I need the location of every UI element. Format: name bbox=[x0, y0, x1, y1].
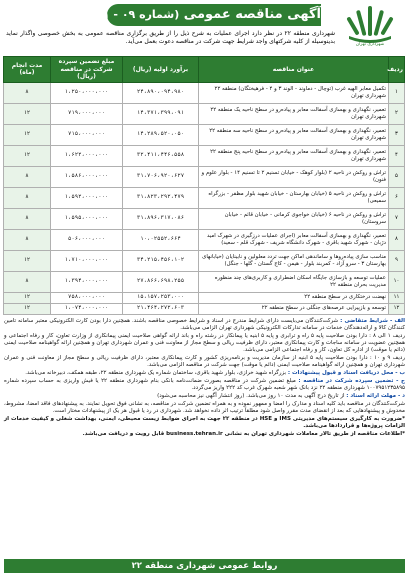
tender-title: تکمیل معابر الهیه غرب (توچال - دماوند - الوند ۳ و ۴ - فرهیختگان) منطقه ۲۲ شهرداری تهران bbox=[199, 82, 389, 103]
guarantee-amount: ۵۰۶،۰۰۰،۰۰۰ bbox=[51, 229, 123, 250]
notice-terms bbox=[4, 318, 405, 439]
tender-table bbox=[3, 56, 405, 315]
duration-months: ۱۲ bbox=[4, 124, 51, 145]
estimate-amount: ۳۱،۷۰۶،۹۲۰،۶۲۷ bbox=[123, 166, 199, 187]
table-row bbox=[4, 187, 405, 208]
table-row bbox=[4, 82, 405, 103]
tender-table-body bbox=[4, 82, 405, 314]
estimate-amount: ۳۱،۸۹۶،۳۱۷،۰۸۶ bbox=[123, 208, 199, 229]
notice-header bbox=[4, 2, 405, 54]
table-row bbox=[4, 124, 405, 145]
header-title: عنوان مناقصه bbox=[199, 57, 389, 83]
tender-title: نهضت درختکاری در سطح منطقه ۲۲ bbox=[199, 292, 389, 303]
table-row bbox=[4, 292, 405, 303]
tender-title: تعمیر، نگهداری و بهسازی آسفالت معابر و پیاده‌رو در سطح ناحیه پنج منطقه ۲۲ شهرداری تهران bbox=[199, 145, 389, 166]
table-row bbox=[4, 250, 405, 271]
tender-title: تعمیر، نگهداری و بهسازی آسفالت معابر و پیاده‌رو در سطح ناحیه سه منطقه ۲۲ شهرداری تهران bbox=[199, 124, 389, 145]
guarantee-amount: ۱،۰۷۴،۰۰۰،۰۰۰ bbox=[51, 303, 123, 314]
guarantee-amount: ۱،۷۱۰،۰۰۰،۰۰۰ bbox=[51, 250, 123, 271]
duration-months: ۸ bbox=[4, 229, 51, 250]
tender-title: توسعه و بازپیرایی عرصه‌های جنگلی در سطح منطقه ۲۲ bbox=[199, 303, 389, 314]
header-estimate: برآورد اولیه (ریال) bbox=[123, 57, 199, 83]
terms-guarantee bbox=[4, 378, 405, 393]
tender-title: عملیات توسعه و بازسازی جایگاه اسکان اضطراری و کاربری‌های چند منظوره مدیریت بحران منطقه ۲۲ bbox=[199, 271, 389, 292]
public-relations-footer: روابط عمومی شهرداری منطقه ۲۲ bbox=[4, 559, 405, 573]
row-number: ۲ bbox=[389, 103, 405, 124]
estimate-amount: ۱۵،۱۵۷،۲۵۳،۰۰۰ bbox=[123, 292, 199, 303]
table-row bbox=[4, 103, 405, 124]
header-row-number: ردیف bbox=[389, 57, 405, 83]
estimate-amount: ۲۱،۴۶۴،۲۷۲،۶۰۳ bbox=[123, 303, 199, 314]
terms-rows-1-8: ردیف ۱ الی ۸ : دارا بودن صلاحیت پایه ۵ راه و ترابری و پایه ۵ ابنیه یا پیمانکار در رشته راه و باند ارائه گواهی صلاحیت ایمنی پیمانکاری از وزارت تعاون، کار و رفاه اجتماعی و همچنین عضویت در سامانه ساجات و کارت پیمانکاری معتبر، دارای ظرفیت ریالی و سطح مجاز از معاونت فنی و عمران شهرداری تهران و همچنین ارائه گواهینامه صلاحیت ایمنی (دائم یا موقت) از اداره کل تعاون، کار و رفاه اجتماعی الزامی می‌باشد. bbox=[4, 332, 405, 354]
guarantee-amount: ۱،۵۹۲،۰۰۰،۰۰۰ bbox=[51, 187, 123, 208]
duration-months: ۱۲ bbox=[4, 303, 51, 314]
notice-number: (شماره ۰۹ - ۱۴۰۱) bbox=[77, 8, 180, 21]
terms-hse: *ضرورت به کارگیری سیستم‌های مدیریتی IMS و HSE در منطقه ۲۲ جهت به اجرای ضوابط زیست محیطی، ایمنی، بهداشت شغلی و کیفیت خدمات از الزامات پروژه‌ها و قراردادها می‌باشد. bbox=[4, 416, 405, 430]
guarantee-amount: ۱،۶۲۲،۰۰۰،۰۰۰ bbox=[51, 145, 123, 166]
row-number: ۹ bbox=[389, 250, 405, 271]
row-number: ۱۲ bbox=[389, 303, 405, 314]
guarantee-amount: ۷۱۹،۰۰۰،۰۰۰ bbox=[51, 103, 123, 124]
terms-location-label: ب - محل دریافت اسناد و قبول پیشنهادات : bbox=[287, 370, 405, 377]
notice-intro: شهرداری منطقه ۲۲ در نظر دارد اجرای عملیات به شرح ذیل را از طریق برگزاری مناقصه عمومی به بخش خصوصی واگذار نماید بدینوسیله از کلیه شرکتهای واجد شرایط جهت شرکت در مناقصه دعوت بعمل می‌آید. bbox=[6, 30, 335, 45]
row-number: ۶ bbox=[389, 187, 405, 208]
table-row bbox=[4, 145, 405, 166]
estimate-amount: ۱۴،۲۸۹،۵۲۰،۰۵۰ bbox=[123, 124, 199, 145]
header-duration: مدت انجام (ماه) bbox=[4, 57, 51, 83]
header-guarantee: مبلغ تضمین سپرده شرکت در مناقصه (ریال) bbox=[51, 57, 123, 83]
terms-guarantee-text: مبلغ تضمین شرکت در مناقصه بصورت ضمانت‌نامه بانکی بنام شهرداری منطقه ۲۲ یا فیش واریزی به حساب سپرده شماره ۱۰۰۷۹۵۱۲۳۵۸۹۵ شهرداری منطقه ۲۲ نزد بانک شهر شعبه شهرک غرب کد ۲۲۲ واریز می‌گردد. bbox=[4, 378, 405, 392]
table-header-row bbox=[4, 57, 405, 83]
duration-months: ۸ bbox=[4, 82, 51, 103]
estimate-amount: ۳۴،۲۱۵،۴۵۶،۱۰۲ bbox=[123, 250, 199, 271]
terms-applicant bbox=[4, 318, 405, 333]
guarantee-amount: ۱،۵۸۶،۰۰۰،۰۰۰ bbox=[51, 166, 123, 187]
duration-months: ۱۲ bbox=[4, 250, 51, 271]
duration-months: ۱۲ bbox=[4, 292, 51, 303]
table-row bbox=[4, 229, 405, 250]
emblem-caption: شهرداری تهران bbox=[355, 42, 385, 47]
estimate-amount: ۱۴،۳۷۱،۳۹۹،۰۹۱ bbox=[123, 103, 199, 124]
row-number: ۵ bbox=[389, 166, 405, 187]
row-number: ۷ bbox=[389, 208, 405, 229]
terms-applicant-text: شرکت‌کنندگان می‌بایست دارای شرایط مندرج در اسناد و شرایط خصوصی مناقصه باشند. همچنین دارا بودن کارت الکترونیکی معتبر سامانه تامین کنندگان کالا و ارائه‌دهندگان خدمات در سامانه تدارکات الکترونیکی شهرداری تهران الزامی می‌باشد. bbox=[4, 317, 405, 331]
guarantee-amount: ۷۵۸،۰۰۰،۰۰۰ bbox=[51, 292, 123, 303]
estimate-amount: ۲۷،۸۶۶،۶۹۸،۲۵۵ bbox=[123, 271, 199, 292]
table-row bbox=[4, 271, 405, 292]
estimate-amount: ۲۴،۸۹۰،۰۹۴،۹۸۰ bbox=[123, 82, 199, 103]
table-row bbox=[4, 303, 405, 314]
table-row bbox=[4, 208, 405, 229]
duration-months: ۸ bbox=[4, 187, 51, 208]
terms-deadline-text: از تاریخ درج آگهی به مدت ۱۰ روز می‌باشد. (روز انتشار آگهی نیز محاسبه می‌شود) bbox=[157, 393, 345, 400]
row-number: ۱۱ bbox=[389, 292, 405, 303]
notice-title-banner bbox=[77, 4, 321, 26]
duration-months: ۱۲ bbox=[4, 145, 51, 166]
tender-title: مناسب سازی پیاده‌روها و ساماندهی اماکن جهت تردد معلولین و نابینایان (خیابانهای بهارستان ۳ - سرو آزاد - کمربند بلوار - هیمن - کاج گستان - گلها - جنگل) bbox=[199, 250, 389, 271]
row-number: ۸ bbox=[389, 229, 405, 250]
row-number: ۱ bbox=[389, 82, 405, 103]
tender-title: تراش و روکش در ناحیه ۶ (خیابان خواجوی کرمانی - خیابان قائم - خیابان سروستان) bbox=[199, 208, 389, 229]
estimate-amount: ۳۱،۸۲۳،۲۹۲،۴۷۹ bbox=[123, 187, 199, 208]
row-number: ۳ bbox=[389, 124, 405, 145]
row-number: ۱۰ bbox=[389, 271, 405, 292]
tender-title: تراش و روکش در ناحیه ۲ (بلوار کوهک - خیابان تسنیم ۲ تا تسنیم ۱۴ - بلوار علوم و فنون) bbox=[199, 166, 389, 187]
estimate-amount: ۱۰،۰۲۵۵۲،۶۶۴ bbox=[123, 229, 199, 250]
terms-deadline bbox=[4, 393, 405, 400]
guarantee-amount: ۱،۲۵۰،۰۰۰،۰۰۰ bbox=[51, 82, 123, 103]
tender-title: تراش و روکش در ناحیه ۵ (خیابان بهارستان - خیابان شهید بلوار مظفر - بزرگراه سمیعی) bbox=[199, 187, 389, 208]
notice-title: آگهی مناقصه عمومی bbox=[183, 7, 321, 22]
duration-months: ۱۲ bbox=[4, 103, 51, 124]
guarantee-amount: ۱،۵۹۵،۰۰۰،۰۰۰ bbox=[51, 208, 123, 229]
tender-title: تعمیر، نگهداری و بهسازی آسفالت معابر (اجرای عملیات درزگیری در شهرک امید دژبان - شهرک شهید باقری - شهرک دانشگاه شریف - شهرک قلم - سعید) bbox=[199, 229, 389, 250]
terms-location-text: بزرگراه شهید خرازی، بلوار شهید باقری، ساختمان شماره یک شهرداری منطقه ۲۲، طبقه همکف، دبیرخانه می‌باشد. bbox=[25, 370, 287, 377]
duration-months: ۸ bbox=[4, 271, 51, 292]
duration-months: ۸ bbox=[4, 166, 51, 187]
terms-general: شرکت‌کنندگان در مناقصه باید کلیه اسناد و مدارک را امضا و ممهور نموده و به همراه تضمین شرکت در مناقصه، به نشانی فوق تحویل نمایند. به پیشنهادهای فاقد امضا، مشروط، مخدوش و پیشنهادهایی که بعد از انقضای مدت مقرر واصل شود مطلقاً ترتیب اثر داده نخواهد شد. شهرداری در رد یا قبول هر یک از پیشنهادات مختار است. bbox=[4, 400, 405, 415]
duration-months: ۸ bbox=[4, 208, 51, 229]
tender-title: تعمیر، نگهداری و بهسازی آسفالت معابر و پیاده‌رو در سطح ناحیه یک منطقه ۲۲ شهرداری تهران bbox=[199, 103, 389, 124]
terms-website: *اطلاعات مناقصه از طریق تالار معاملات شهرداری تهران به نشانی business.tehran.ir قابل رویت و دریافت می‌باشد. bbox=[82, 431, 405, 438]
table-row bbox=[4, 166, 405, 187]
terms-guarantee-label: ج - تضمین سپرده شرکت در مناقصه : bbox=[298, 378, 406, 384]
terms-location bbox=[4, 370, 405, 377]
terms-applicant-label: الف - شرایط متقاضی : bbox=[340, 317, 405, 324]
terms-deadline-label: د - مهلت ارائه اسناد : bbox=[346, 393, 405, 400]
terms-rows-9-10: ردیف ۹ و ۱۰ : دارا بودن صلاحیت پایه ۵ ابنیه از سازمان مدیریت و برنامه‌ریزی کشور و کارت پیمانکاری معتبر، دارای ظرفیت ریالی و سطح مجاز از معاونت فنی و عمران شهرداری تهران و همچنین ارائه گواهینامه صلاحیت ایمنی (دائم یا موقت) جهت شرکت در مناقصه الزامی می‌باشد. bbox=[4, 355, 405, 369]
guarantee-amount: ۷۱۵،۰۰۰،۰۰۰ bbox=[51, 124, 123, 145]
guarantee-amount: ۱،۳۹۴،۰۰۰،۰۰۰ bbox=[51, 271, 123, 292]
row-number: ۴ bbox=[389, 145, 405, 166]
estimate-amount: ۳۲،۴۱۱،۴۴۶،۵۵۸ bbox=[123, 145, 199, 166]
